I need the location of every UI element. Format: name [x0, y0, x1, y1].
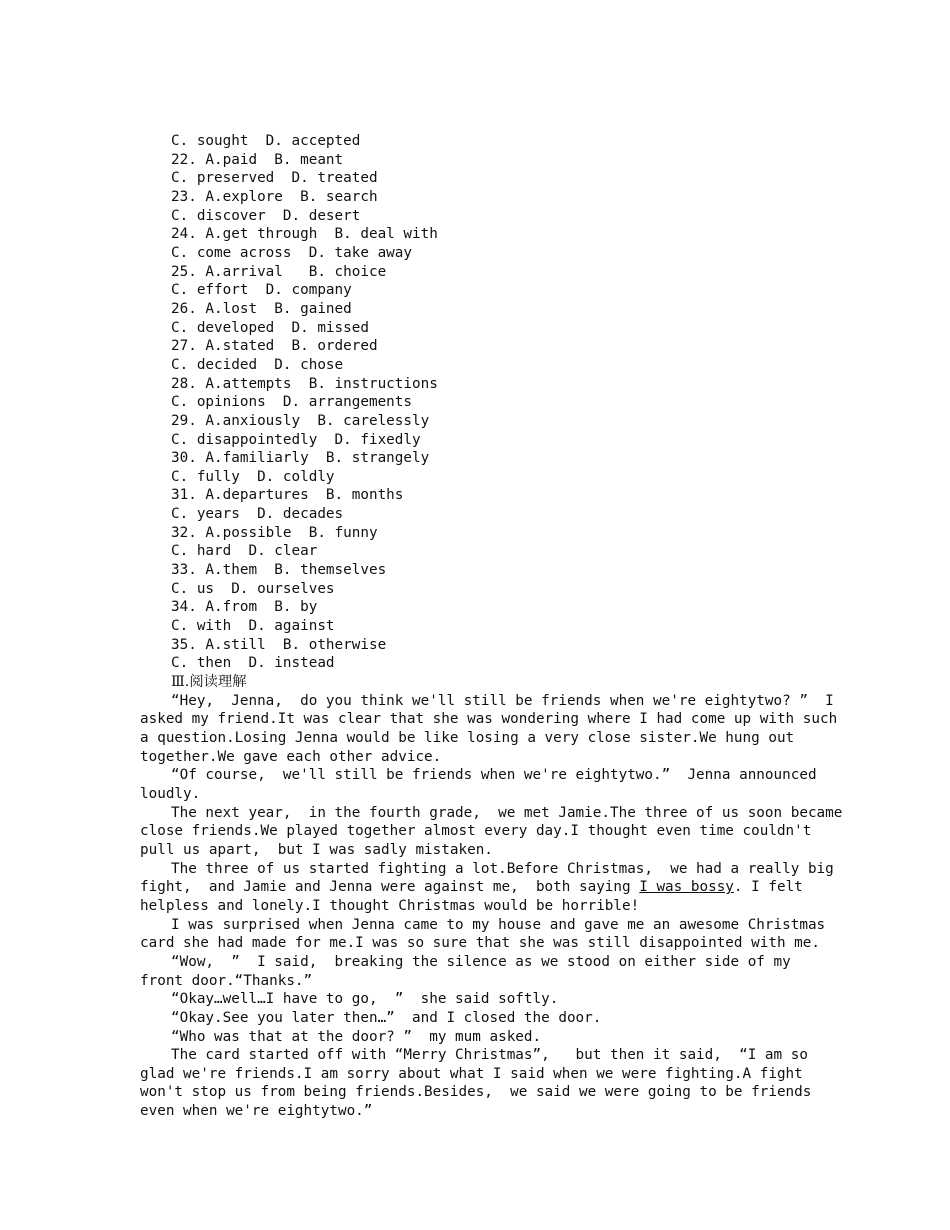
passage-line: together.We gave each other advice. — [140, 748, 442, 765]
underlined-phrase: I was bossy — [639, 879, 734, 896]
passage-line: close friends.We played together almost every day.I thought even time couldn't — [140, 823, 812, 840]
option-line: 30. A.familiarly B. strangely — [171, 450, 430, 467]
option-line: C. years D. decades — [171, 506, 344, 523]
passage-line: The three of us started fighting a lot.Before Christmas, we had a really big — [171, 860, 834, 877]
passage-line: card she had made for me.I was so sure that she was still disappointed with me. — [140, 935, 820, 952]
passage-line: won't stop us from being friends.Besides, we said we were going to be friends — [140, 1084, 812, 1101]
option-line: C. with D. against — [171, 618, 335, 635]
passage-text: . I felt — [733, 879, 803, 896]
option-line: C. developed D. missed — [171, 319, 369, 336]
passage-line: “Hey, Jenna, do you think we'll still be friends when we're eightytwo? ” I — [171, 692, 834, 709]
option-line: 22. A.paid B. meant — [171, 151, 344, 168]
paragraph-5 — [140, 916, 826, 953]
option-line: 32. A.possible B. funny — [171, 524, 378, 541]
option-line: 26. A.lost B. gained — [171, 300, 352, 317]
answer-options-list — [140, 132, 812, 673]
paragraph-9: “Who was that at the door? ” my mum asked. — [171, 1028, 542, 1045]
passage-line: The card started off with “Merry Christmas”, but then it said, “I am so — [171, 1047, 808, 1064]
option-line: 29. A.anxiously B. carelessly — [171, 412, 430, 429]
option-line: 34. A.from B. by — [171, 599, 318, 616]
passage-line — [140, 878, 812, 897]
reading-passage — [140, 692, 843, 1121]
passage-line: glad we're friends.I am sorry about what I said when we were fighting.A fight — [140, 1065, 803, 1082]
paragraph-3 — [140, 804, 843, 860]
passage-line: front door.“Thanks.” — [140, 972, 313, 989]
option-line: C. fully D. coldly — [171, 468, 335, 485]
option-line: C. discover D. desert — [171, 207, 361, 224]
section-heading: Ⅲ.阅读理解 — [171, 674, 247, 691]
option-line: C. come across D. take away — [171, 244, 413, 261]
passage-line: even when we're eightytwo.” — [140, 1103, 373, 1120]
passage-line: “Wow, ” I said, breaking the silence as we stood on either side of my — [171, 953, 791, 970]
option-line: 33. A.them B. themselves — [171, 562, 387, 579]
paragraph-4 — [140, 860, 834, 916]
option-line: 23. A.explore B. search — [171, 188, 378, 205]
paragraph-10 — [140, 1046, 812, 1121]
paragraph-8: “Okay.See you later then…” and I closed the door. — [171, 1009, 602, 1026]
paragraph-2 — [140, 766, 817, 803]
paragraph-7: “Okay…well…I have to go, ” she said softly. — [171, 991, 559, 1008]
passage-line: pull us apart, but I was sadly mistaken. — [140, 841, 493, 858]
passage-line: helpless and lonely.I thought Christmas would be horrible! — [140, 897, 640, 914]
option-line: C. sought D. accepted — [171, 133, 361, 149]
paragraph-1 — [140, 692, 838, 767]
option-line: C. then D. instead — [171, 655, 335, 672]
option-line: C. preserved D. treated — [171, 170, 378, 187]
option-line: 31. A.departures B. months — [171, 487, 404, 504]
option-line: C. opinions D. arrangements — [171, 394, 413, 411]
passage-line: The next year, in the fourth grade, we met Jamie.The three of us soon became — [171, 804, 843, 821]
option-line: 25. A.arrival B. choice — [171, 263, 387, 280]
option-line: 28. A.attempts B. instructions — [171, 375, 438, 392]
option-line: C. us D. ourselves — [171, 580, 335, 597]
paragraph-6 — [140, 953, 812, 990]
option-line: C. hard D. clear — [171, 543, 318, 560]
option-line: C. disappointedly D. fixedly — [171, 431, 421, 448]
document-page — [140, 132, 843, 1121]
passage-line: “Of course, we'll still be friends when we're eightytwo.” Jenna announced — [171, 767, 817, 784]
option-line: C. decided D. chose — [171, 356, 344, 373]
passage-text: fight, and Jamie and Jenna were against me, both saying — [140, 879, 640, 896]
passage-line: asked my friend.It was clear that she was wondering where I had come up with such — [140, 711, 838, 728]
option-line: C. effort D. company — [171, 282, 352, 299]
option-line: 24. A.get through B. deal with — [171, 226, 438, 243]
passage-line: I was surprised when Jenna came to my house and gave me an awesome Christmas — [171, 916, 826, 933]
option-line: 35. A.still B. otherwise — [171, 636, 387, 653]
passage-line: a question.Losing Jenna would be like losing a very close sister.We hung out — [140, 730, 795, 746]
passage-line: loudly. — [140, 785, 201, 802]
option-line: 27. A.stated B. ordered — [171, 338, 378, 355]
